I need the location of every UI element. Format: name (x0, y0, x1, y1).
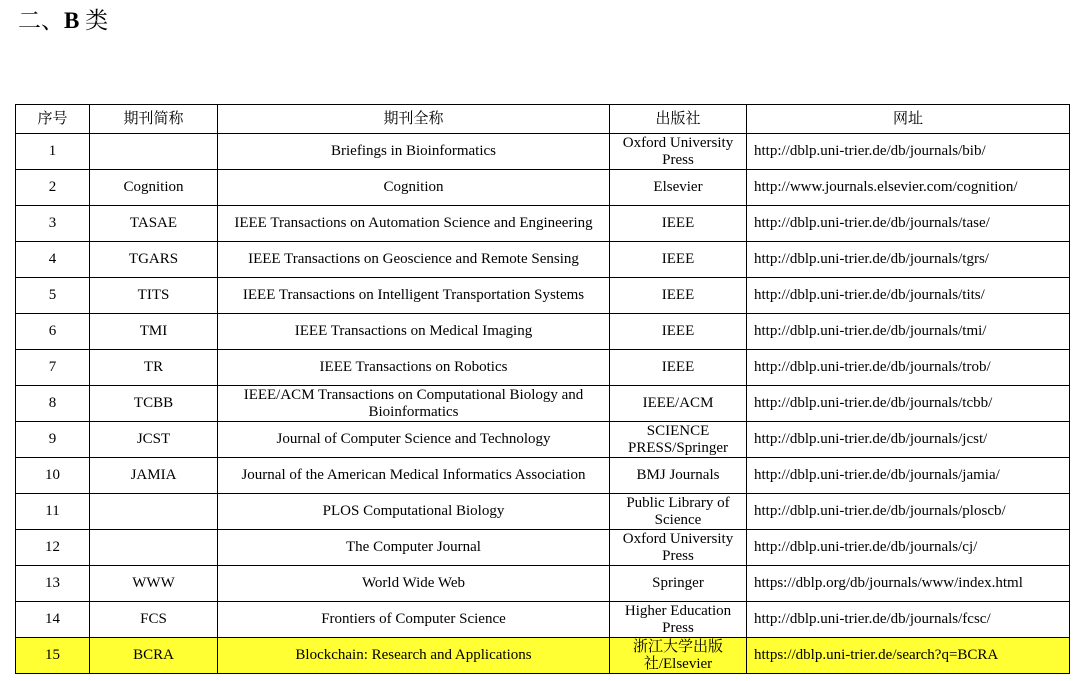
cell-full-name: Blockchain: Research and Applications (218, 638, 610, 674)
cell-number: 15 (16, 638, 90, 674)
table-header-row (16, 105, 1070, 134)
cell-url: https://dblp.org/db/journals/www/index.html (747, 566, 1070, 602)
cell-url: http://dblp.uni-trier.de/db/journals/jcst/ (747, 422, 1070, 458)
cell-url: http://dblp.uni-trier.de/db/journals/jamia/ (747, 458, 1070, 494)
cell-publisher: IEEE (610, 314, 747, 350)
cell-publisher: Springer (610, 566, 747, 602)
cell-publisher: Oxford University Press (610, 530, 747, 566)
cell-full-name: IEEE/ACM Transactions on Computational Biology and Bioinformatics (218, 386, 610, 422)
cell-abbreviation: TASAE (90, 206, 218, 242)
cell-full-name: IEEE Transactions on Intelligent Transportation Systems (218, 278, 610, 314)
cell-abbreviation: Cognition (90, 170, 218, 206)
cell-number: 1 (16, 134, 90, 170)
table-row (16, 494, 1070, 530)
cell-url: http://dblp.uni-trier.de/db/journals/cj/ (747, 530, 1070, 566)
cell-url: http://dblp.uni-trier.de/db/journals/bib/ (747, 134, 1070, 170)
header-full-name: 期刊全称 (218, 105, 610, 134)
cell-url: http://dblp.uni-trier.de/db/journals/ploscb/ (747, 494, 1070, 530)
cell-number: 14 (16, 602, 90, 638)
table-body (16, 134, 1070, 674)
cell-url: http://dblp.uni-trier.de/db/journals/tits/ (747, 278, 1070, 314)
table-row (16, 242, 1070, 278)
header-number: 序号 (16, 105, 90, 134)
cell-full-name: IEEE Transactions on Geoscience and Remote Sensing (218, 242, 610, 278)
cell-number: 11 (16, 494, 90, 530)
cell-abbreviation: TR (90, 350, 218, 386)
cell-number: 2 (16, 170, 90, 206)
cell-full-name: PLOS Computational Biology (218, 494, 610, 530)
cell-url: http://dblp.uni-trier.de/db/journals/tgrs/ (747, 242, 1070, 278)
cell-abbreviation: BCRA (90, 638, 218, 674)
cell-number: 8 (16, 386, 90, 422)
cell-full-name: Journal of Computer Science and Technology (218, 422, 610, 458)
header-url: 网址 (747, 105, 1070, 134)
cell-abbreviation (90, 494, 218, 530)
cell-abbreviation (90, 530, 218, 566)
cell-abbreviation (90, 134, 218, 170)
cell-url: http://dblp.uni-trier.de/db/journals/tcbb/ (747, 386, 1070, 422)
cell-full-name: World Wide Web (218, 566, 610, 602)
cell-url: http://dblp.uni-trier.de/db/journals/fcsc/ (747, 602, 1070, 638)
cell-url: https://dblp.uni-trier.de/search?q=BCRA (747, 638, 1070, 674)
table-row (16, 566, 1070, 602)
cell-number: 12 (16, 530, 90, 566)
table-row (16, 602, 1070, 638)
cell-publisher: Public Library of Science (610, 494, 747, 530)
cell-full-name: IEEE Transactions on Automation Science and Engineering (218, 206, 610, 242)
cell-number: 10 (16, 458, 90, 494)
cell-number: 13 (16, 566, 90, 602)
cell-publisher: IEEE (610, 242, 747, 278)
cell-publisher: 浙江大学出版社/Elsevier (610, 638, 747, 674)
cell-abbreviation: TGARS (90, 242, 218, 278)
cell-abbreviation: TMI (90, 314, 218, 350)
cell-url: http://dblp.uni-trier.de/db/journals/trob/ (747, 350, 1070, 386)
header-publisher: 出版社 (610, 105, 747, 134)
cell-abbreviation: TCBB (90, 386, 218, 422)
cell-publisher: IEEE (610, 278, 747, 314)
cell-url: http://www.journals.elsevier.com/cognition/ (747, 170, 1070, 206)
cell-full-name: Journal of the American Medical Informatics Association (218, 458, 610, 494)
cell-abbreviation: WWW (90, 566, 218, 602)
cell-number: 6 (16, 314, 90, 350)
table-row (16, 134, 1070, 170)
cell-full-name: IEEE Transactions on Robotics (218, 350, 610, 386)
cell-url: http://dblp.uni-trier.de/db/journals/tase/ (747, 206, 1070, 242)
header-abbreviation: 期刊简称 (90, 105, 218, 134)
cell-publisher: SCIENCE PRESS/Springer (610, 422, 747, 458)
cell-number: 7 (16, 350, 90, 386)
table-row (16, 458, 1070, 494)
cell-publisher: Higher Education Press (610, 602, 747, 638)
cell-full-name: The Computer Journal (218, 530, 610, 566)
cell-number: 5 (16, 278, 90, 314)
table-row (16, 170, 1070, 206)
cell-publisher: IEEE (610, 206, 747, 242)
table-row (16, 422, 1070, 458)
table-row (16, 386, 1070, 422)
table-row (16, 314, 1070, 350)
section-heading-prefix: 二、 (18, 8, 64, 33)
cell-number: 9 (16, 422, 90, 458)
journal-table (15, 104, 1070, 674)
cell-publisher: IEEE/ACM (610, 386, 747, 422)
cell-abbreviation: JAMIA (90, 458, 218, 494)
cell-number: 3 (16, 206, 90, 242)
table-row (16, 206, 1070, 242)
section-heading-category: B (64, 8, 80, 33)
cell-abbreviation: TITS (90, 278, 218, 314)
cell-number: 4 (16, 242, 90, 278)
table-row (16, 350, 1070, 386)
cell-abbreviation: JCST (90, 422, 218, 458)
cell-full-name: IEEE Transactions on Medical Imaging (218, 314, 610, 350)
cell-full-name: Cognition (218, 170, 610, 206)
cell-full-name: Briefings in Bioinformatics (218, 134, 610, 170)
cell-publisher: BMJ Journals (610, 458, 747, 494)
cell-publisher: Elsevier (610, 170, 747, 206)
cell-abbreviation: FCS (90, 602, 218, 638)
section-heading (18, 6, 108, 36)
table-row (16, 530, 1070, 566)
table-row (16, 278, 1070, 314)
cell-url: http://dblp.uni-trier.de/db/journals/tmi/ (747, 314, 1070, 350)
section-heading-suffix: 类 (79, 8, 109, 33)
cell-full-name: Frontiers of Computer Science (218, 602, 610, 638)
table-row-highlighted (16, 638, 1070, 674)
cell-publisher: Oxford University Press (610, 134, 747, 170)
cell-publisher: IEEE (610, 350, 747, 386)
